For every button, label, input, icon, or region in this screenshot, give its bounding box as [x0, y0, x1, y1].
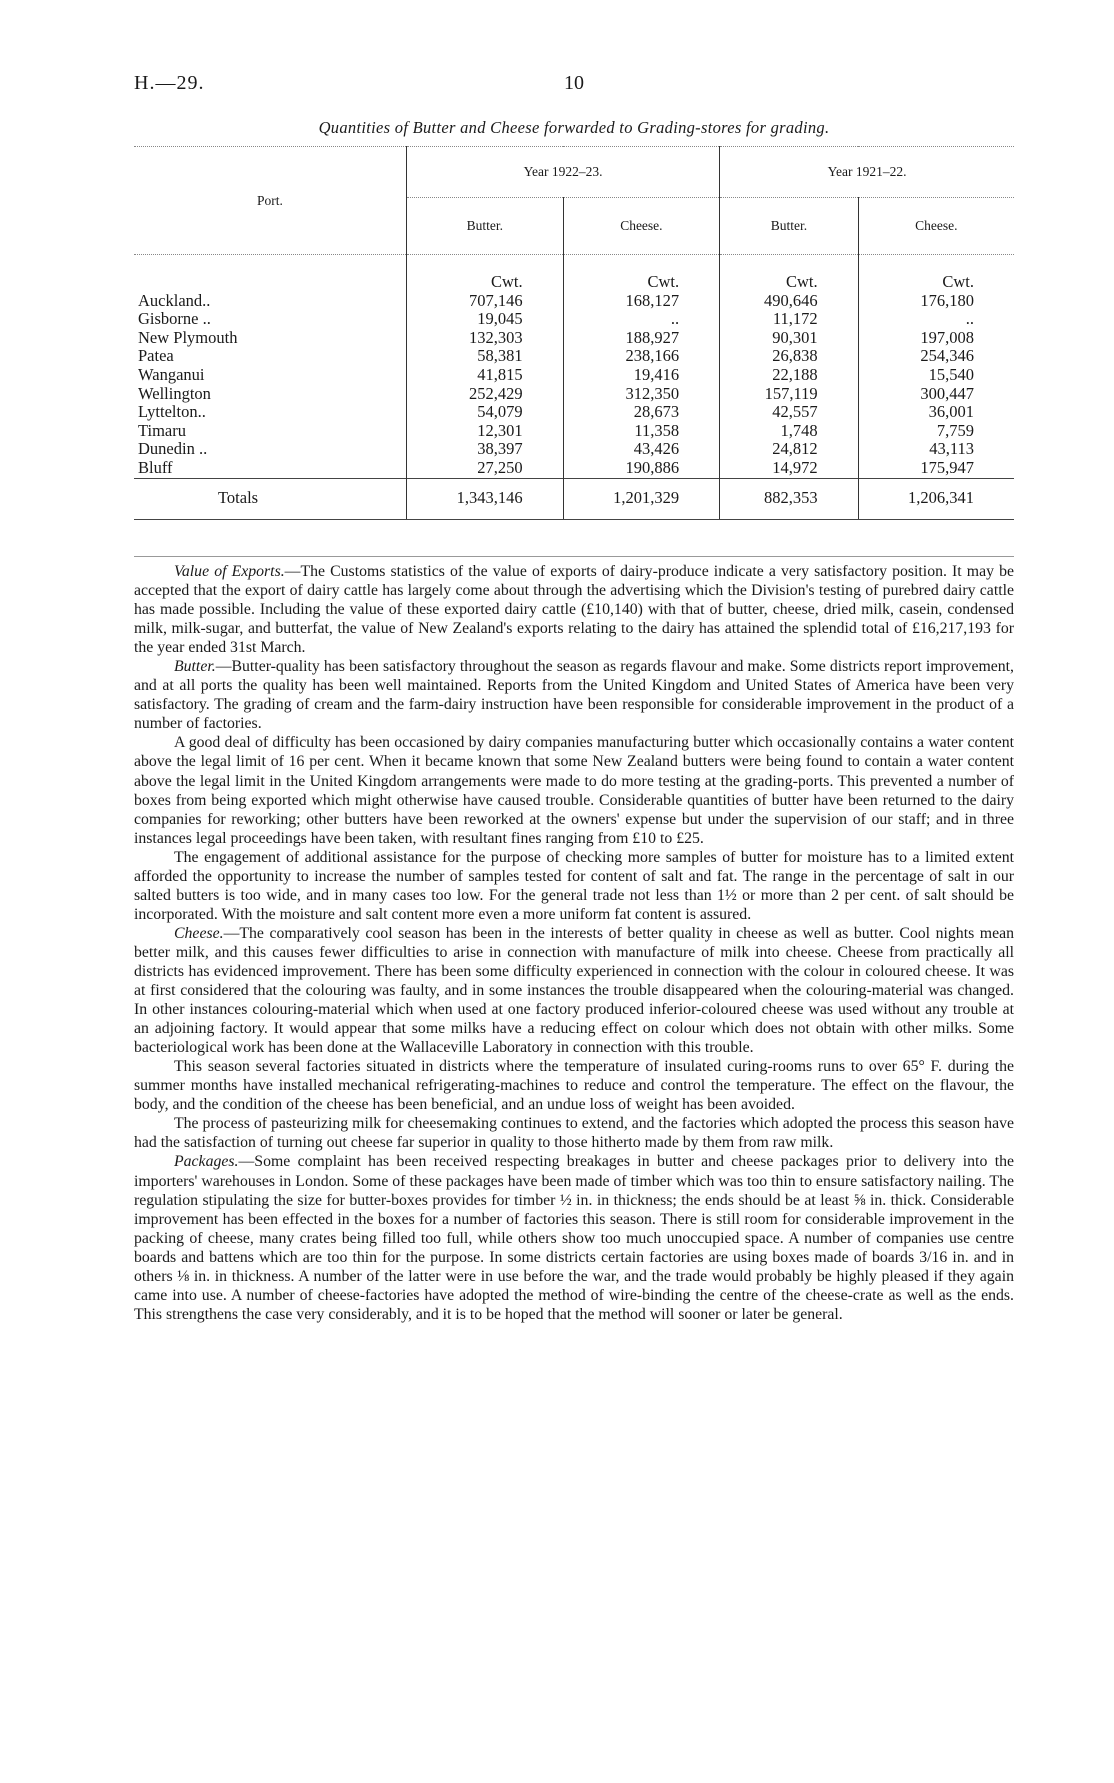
butter-1922-cell: 12,301: [407, 422, 564, 441]
table-row: [134, 292, 1014, 311]
unit-label: Cwt.: [720, 255, 858, 292]
table-row: [134, 329, 1014, 348]
butter-header: Butter.: [720, 198, 858, 255]
butter-1922-cell: 54,079: [407, 403, 564, 422]
body-paragraph: [134, 924, 1014, 1057]
cheese-1921-cell: 300,447: [858, 385, 1014, 404]
butter-1921-cell: 26,838: [720, 347, 858, 366]
paragraph-text: —Some complaint has been received respecting breakages in butter and cheese packages prior to delivery into the importers' warehouses in London. Some of these packages have been made of timber which was too thin to ensure satisfactory nailing. The regulation stipulating the size for butter-boxes provides for timber ½ in. in thickness; the ends should be at least ⅝ in. thick. Considerable improvement has been effected in the boxes for a number of factories this season. There is still room for considerable improvement in the packing of cheese, many crates being filled too full, while others show too much unoccupied space. A number of companies use centre boards and battens which are too thin for the purpose. In some districts certain factories are using boxes made of boards 3/16 in. and in others ⅛ in. in thickness. A number of the latter were in use before the war, and the trade would probably be highly pleased if they again came into use. A number of cheese-factories have adopted the method of wire-binding the centre of the cheese-crate as well as the ends. This strengthens the case very considerably, and it is to be hoped that the method will sooner or later be general.: [134, 1153, 1014, 1323]
port-name: Auckland..: [138, 290, 211, 310]
butter-1922-cell: 38,397: [407, 440, 564, 459]
butter-1921-cell: 90,301: [720, 329, 858, 348]
totals-label: Totals: [134, 478, 407, 519]
paragraph-heading: Value of Exports.: [174, 563, 285, 580]
table-title: Quantities of Butter and Cheese forwarded to Grading-stores for grading.: [318, 118, 830, 137]
unit-label: Cwt.: [563, 255, 720, 292]
paragraph-heading: Packages.: [174, 1153, 239, 1171]
cheese-1922-cell: 238,166: [563, 347, 720, 366]
cheese-1922-cell: ..: [563, 310, 720, 329]
port-name: Timaru: [138, 420, 186, 440]
port-name: New Plymouth: [138, 327, 238, 347]
cheese-1921-cell: 43,113: [858, 440, 1014, 459]
page-header: [134, 72, 1014, 102]
paragraph-heading: Cheese.: [174, 924, 224, 942]
grading-table: [134, 146, 1014, 520]
paragraph-text: —Butter-quality has been satisfactory throughout the season as regards flavour and make. Some districts report improvement, and at all ports the quality has been well maintained. Reports from the United Kingdom and United States of America have been very satisfactory. The grading of cream and the farm-dairy instruction have been responsible for considerable improvement in the product of a number of factories.: [134, 658, 1014, 733]
table-row: [134, 440, 1014, 459]
cheese-header: Cheese.: [563, 198, 720, 255]
cheese-1921-cell: 7,759: [858, 422, 1014, 441]
cheese-1921-cell: 15,540: [858, 366, 1014, 385]
totals-row: [134, 478, 1014, 519]
section-divider: [134, 556, 1014, 557]
butter-1921-cell: 14,972: [720, 459, 858, 478]
cheese-1921-cell: 197,008: [858, 329, 1014, 348]
cheese-1922-cell: 19,416: [563, 366, 720, 385]
body-paragraph: [134, 1057, 1014, 1114]
port-name: Lyttelton..: [138, 402, 206, 422]
port-name: Wellington: [138, 383, 211, 403]
total-cheese-1922: 1,201,329: [563, 478, 720, 519]
table-row: [134, 403, 1014, 422]
unit-row: [134, 255, 1014, 292]
body-paragraph: [134, 657, 1014, 733]
cheese-1922-cell: 28,673: [563, 403, 720, 422]
cheese-header: Cheese.: [858, 198, 1014, 255]
paragraph-text: —The comparatively cool season has been in the interests of better quality in cheese as well as butter. Cool nights mean better milk, and this causes fewer difficulties to arise in connection with manufacture of milk into cheese. Cheese from practically all districts has evidenced improvement. There has been some difficulty experienced in connection with the colour in coloured cheese. It was at first considered that the colouring was faulty, and in some instances the trouble disappeared when the colouring-material was changed. In other instances colouring-material which when used at one factory produced inferior-coloured cheese was used without any trouble at an adjoining factory. It would appear that some milks have a reducing effect on colour which does not obtain with other milks. Some bacteriological work has been done at the Wallaceville Laboratory in connection with this trouble.: [134, 924, 1014, 1057]
cheese-1922-cell: 188,927: [563, 329, 720, 348]
table-row: [134, 459, 1014, 478]
butter-1921-cell: 157,119: [720, 385, 858, 404]
butter-1921-cell: 1,748: [720, 422, 858, 441]
total-butter-1922: 1,343,146: [407, 478, 564, 519]
paragraph-text: —The Customs statistics of the value of exports of dairy-produce indicate a very satisfactory position. It may be accepted that the export of dairy cattle has largely come about through the advertising which the Division's testing of purebred dairy cattle has made possible. Including the value of these exported dairy cattle (£10,140) with that of butter, cheese, dried milk, casein, condensed milk, milk-sugar, and butterfat, the value of New Zealand's exports relating to the dairy has attained the splendid total of £16,217,193 for the year ended 31st March.: [134, 563, 1014, 657]
year-1922-header: Year 1922–23.: [407, 147, 720, 198]
cheese-1922-cell: 168,127: [563, 292, 720, 311]
document-reference: H.—29.: [134, 72, 205, 94]
cheese-1922-cell: 190,886: [563, 459, 720, 478]
unit-label: Cwt.: [858, 255, 1014, 292]
table-row: [134, 422, 1014, 441]
butter-1922-cell: 19,045: [407, 310, 564, 329]
year-1921-header: Year 1921–22.: [720, 147, 1014, 198]
paragraph-text: This season several factories situated in districts where the temperature of insulated curing-rooms runs to over 65° F. during the summer months have installed mechanical refrigerating-machines to reduce and control the temperature. The effect on the flavour, the body, and the condition of the cheese has been beneficial, and an undue loss of weight has been avoided.: [134, 1058, 1014, 1114]
butter-1922-cell: 27,250: [407, 459, 564, 478]
butter-1921-cell: 42,557: [720, 403, 858, 422]
paragraph-text: A good deal of difficulty has been occasioned by dairy companies manufacturing butter which occasionally contains a water content above the legal limit of 16 per cent. When it became known that some New Zealand butters were being found to contain a water content above the legal limit in the United Kingdom arrangements were made to do more testing at the grading-ports. This prevented a number of boxes from being exported which might otherwise have caused trouble. Considerable quantities of butter have been returned to the dairy companies for reworking; other butters have been reworked at the owners' expense but under the supervision of our staff; and in three instances legal proceedings have been taken, with resultant fines ranging from £10 to £25.: [134, 734, 1014, 847]
cheese-1921-cell: ..: [858, 310, 1014, 329]
butter-1922-cell: 58,381: [407, 347, 564, 366]
butter-header: Butter.: [407, 198, 564, 255]
unit-label: Cwt.: [407, 255, 564, 292]
port-name: Dunedin ..: [138, 439, 208, 459]
cheese-1921-cell: 36,001: [858, 403, 1014, 422]
table-row: [134, 385, 1014, 404]
paragraph-text: The process of pasteurizing milk for cheesemaking continues to extend, and the factories which adopted the process this season have had the satisfaction of turning out cheese far superior in quality to those hitherto made by them from raw milk.: [134, 1115, 1014, 1152]
paragraph-heading: Butter.: [174, 658, 216, 676]
body-paragraph: [134, 1114, 1014, 1152]
cheese-1921-cell: 254,346: [858, 347, 1014, 366]
cheese-1921-cell: 176,180: [858, 292, 1014, 311]
cheese-1922-cell: 312,350: [563, 385, 720, 404]
port-name: Bluff: [138, 457, 173, 477]
port-name: Patea: [138, 346, 174, 366]
butter-1921-cell: 24,812: [720, 440, 858, 459]
cheese-1922-cell: 43,426: [563, 440, 720, 459]
table-row: [134, 366, 1014, 385]
paragraph-text: The engagement of additional assistance for the purpose of checking more samples of butter for moisture has to a limited extent afforded the opportunity to increase the number of samples tested for content of salt and fat. The range in the percentage of salt in our salted butters is too wide, and in many cases too low. For the general trade not less than 1½ or more than 2 per cent. of salt should be incorporated. With the moisture and salt content more even a more uniform fat content is assured.: [134, 848, 1014, 923]
butter-1922-cell: 707,146: [407, 292, 564, 311]
body-paragraph: [134, 848, 1014, 924]
cheese-1922-cell: 11,358: [563, 422, 720, 441]
port-name: Gisborne ..: [138, 309, 211, 329]
body-paragraph: [134, 733, 1014, 847]
report-body: [134, 562, 1014, 1324]
butter-1921-cell: 490,646: [720, 292, 858, 311]
port-name: Wanganui: [138, 364, 205, 384]
body-paragraph: [134, 562, 1014, 657]
body-paragraph: [134, 1152, 1014, 1323]
butter-1921-cell: 22,188: [720, 366, 858, 385]
total-butter-1921: 882,353: [720, 478, 858, 519]
page-number: 10: [564, 72, 584, 94]
total-cheese-1921: 1,206,341: [858, 478, 1014, 519]
port-column-header: Port.: [134, 147, 407, 255]
table-row: [134, 310, 1014, 329]
table-row: [134, 347, 1014, 366]
table-body: [134, 255, 1014, 479]
butter-1921-cell: 11,172: [720, 310, 858, 329]
butter-1922-cell: 41,815: [407, 366, 564, 385]
cheese-1921-cell: 175,947: [858, 459, 1014, 478]
butter-1922-cell: 132,303: [407, 329, 564, 348]
butter-1922-cell: 252,429: [407, 385, 564, 404]
